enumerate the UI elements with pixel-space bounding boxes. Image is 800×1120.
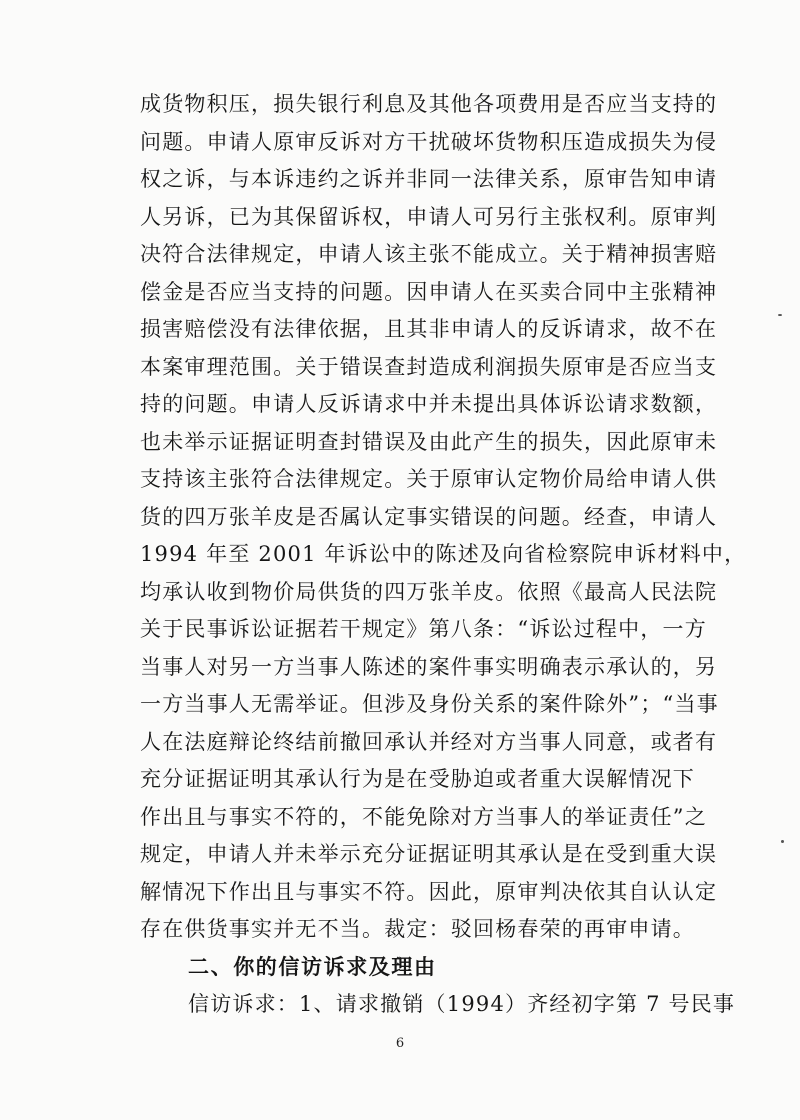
body-line-14: 均承认收到物价局供货的四万张羊皮。依照《最高人民法院 — [140, 579, 718, 604]
body-line-9: 持的问题。申请人反诉请求中并未提出具体诉讼请求数额， — [140, 392, 718, 416]
body-line-6: 偿金是否应当支持的问题。因申请人在买卖合同中主张精神 — [140, 279, 718, 304]
body-line-23: 存在供货事实并无不当。裁定：驳回杨春荣的再审申请。 — [140, 917, 695, 941]
page-number: 6 — [395, 1036, 405, 1051]
body-line-11: 支持该主张符合法律规定。关于原审认定物价局给申请人供 — [140, 467, 718, 491]
body-line-5: 决符合法律规定，申请人该主张不能成立。关于精神损害赔 — [140, 242, 718, 266]
body-line-15: 关于民事诉讼证据若干规定》第八条：“诉讼过程中，一方 — [140, 617, 707, 641]
body-line-10: 也未举示证据证明查封错误及由此产生的损失，因此原审未 — [140, 429, 718, 454]
body-line-12: 货的四万张羊皮是否属认定事实错误的问题。经查，申请人 — [140, 504, 718, 529]
body-line-3: 权之诉，与本诉违约之诉并非同一法律关系，原审告知申请 — [140, 167, 718, 191]
body-line-21: 规定，申请人并未举示充分证据证明其承认是在受到重大误 — [140, 842, 718, 866]
body-line-20: 作出且与事实不符的，不能免除对方当事人的举证责任”之 — [140, 804, 707, 829]
body-line-8: 本案审理范围。关于错误查封造成利润损失原审是否应当支 — [140, 354, 718, 379]
section-heading: 二、你的信访诉求及理由 — [188, 954, 437, 979]
body-line-7: 损害赔偿没有法律依据，且其非申请人的反诉请求，故不在 — [140, 317, 718, 341]
body-line-22: 解情况下作出且与事实不符。因此，原审判决依其自认认定 — [140, 879, 718, 904]
body-line-16: 当事人对另一方当事人陈述的案件事实明确表示承认的，另 — [140, 654, 718, 679]
body-line-4: 人另诉，已为其保留诉权，申请人可另行主张权利。原审判 — [140, 204, 718, 229]
petition-line: 信访诉求：1、请求撤销（1994）齐经初字第 7 号民事 — [188, 992, 736, 1016]
document-body — [140, 86, 747, 1024]
body-line-13: 1994 年至 2001 年诉讼中的陈述及向省检察院申诉材料中， — [140, 542, 747, 566]
scan-speck — [778, 314, 782, 316]
body-line-19: 充分证据证明其承认行为是在受胁迫或者重大误解情况下 — [140, 767, 695, 791]
body-line-1: 成货物积压，损失银行利息及其他各项费用是否应当支持的 — [140, 92, 718, 116]
scan-speck — [781, 840, 784, 843]
body-line-17: 一方当事人无需举证。但涉及身份关系的案件除外”；“当事 — [140, 692, 719, 716]
body-line-18: 人在法庭辩论终结前撤回承认并经对方当事人同意，或者有 — [140, 729, 718, 754]
body-line-2: 问题。申请人原审反诉对方干扰破坏货物积压造成损失为侵 — [140, 129, 718, 154]
